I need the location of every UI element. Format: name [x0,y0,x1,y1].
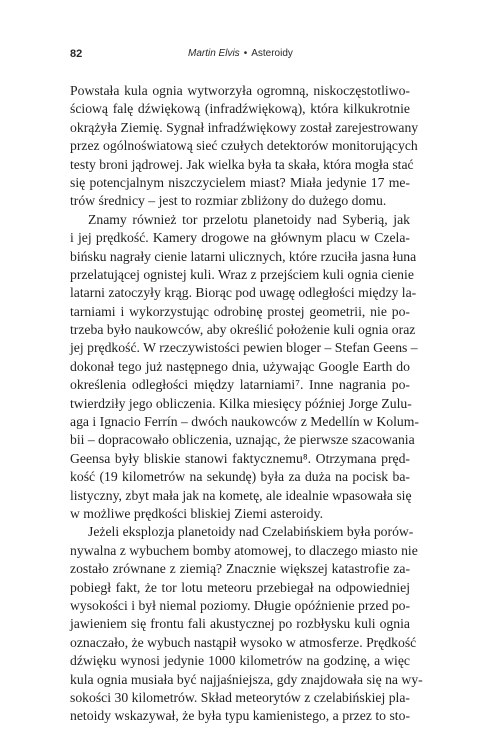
text-line: jawieniem się frontu fali akustycznej po rozbłysku kuli ognia [70,616,410,632]
text-line: dźwięku wynosi jedynie 1000 kilometrów na godzinę, a więc [70,653,410,669]
text-line: bii – dopracowało obliczenia, uznając, że pierwsze szacowania [70,432,415,448]
text-line: wysokości i był niemal poziomy. Długie opóźnienie przed po- [70,597,411,613]
text-line: ściową falę dźwiękową (infradźwiękową), która kilkukrotnie [70,101,410,117]
text-line: przez ogólnoświatową sieć czułych detektorów monitorujących [70,138,418,154]
text-line: bińsku nagrały cienie latarni ulicznych, które rzuciła jasna łuna [70,248,417,264]
text-line: pobiegł fakt, że tor lotu meteoru przebiegał na odpowiedniej [70,579,410,595]
text-line: dokonał tego już następnego dnia, używając Google Earth do [70,358,410,374]
text-line: aga i Ignacio Ferrín – dwóch naukowców z Medellín w Kolum- [70,414,419,430]
text-line: Jeżeli eksplozja planetoidy nad Czelabińskiem była porów- [88,524,414,540]
text-line: Geensa były bliskie stanowi faktycznemu⁸. Otrzymana pręd- [70,450,410,466]
body-text [70,82,423,726]
page-header [70,46,410,62]
text-line: Powstała kula ognia wytworzyła ogromną, niskoczęstotliwo- [70,83,410,98]
paragraph-1 [70,82,419,211]
text-line: netoidy wskazywał, że była typu kamienistego, a przez to sto- [70,708,410,724]
author-name: Martin Elvis [188,48,240,59]
text-line: zostało zrównane z ziemią? Znacznie większej katastrofie za- [70,561,410,577]
text-line: przelatującej ognistej kuli. Wraz z przejściem kuli ognia cienie [70,266,414,282]
text-line: jej prędkość. W rzeczywistości pewien bloger – Stefan Geens – [70,340,418,356]
text-line: i jej prędkość. Kamery drogowe na głównym placu w Czela- [70,230,410,246]
text-line: twierdziły jego obliczenia. Kilka miesięcy później Jorge Zulu- [70,395,412,411]
text-line: się potencjalnym niszczycielem miast? Miała jedynie 17 me- [70,174,410,190]
text-line: listyczny, zbyt mała jak na kometę, ale idealnie wpasowała się [70,487,412,503]
text-line: kość (19 kilometrów na sekundę) była za duża na pocisk ba- [70,469,410,485]
text-line: w możliwe prędkości bliskiej Ziemi asteroidy. [70,505,324,521]
text-line: tarniami i wykorzystując odrobinę prostej geometrii, nie po- [70,303,410,319]
page-number: 82 [70,48,83,60]
book-title: Asteroidy [251,48,293,59]
text-line: sokości 30 kilometrów. Skład meteorytów z czelabińskiej pla- [70,689,410,705]
header-separator: • [243,48,248,59]
text-line: okrążyła Ziemię. Sygnał infradźwiękowy został zarejestrowany [70,119,419,135]
running-head [188,46,293,62]
paragraph-3 [70,523,423,725]
text-line: określenia odległości między latarniami⁷. Inne nagrania po- [70,377,410,393]
text-line: latarni zatoczyły krąg. Biorąc pod uwagę odległości między la- [70,285,417,301]
text-line: trów średnicy – jest to rozmiar zbliżony do dużego domu. [70,193,387,209]
text-line: oznaczało, że wybuch nastąpił wysoko w atmosferze. Prędkość [70,634,417,650]
text-line: testy broni jądrowej. Jak wielka była ta skała, która mogła stać [70,156,414,172]
text-line: nywalna z wybuchem bomby atomowej, to dlaczego miasto nie [70,542,418,558]
text-line: kula ognia musiała być najjaśniejsza, gdy znajdowała się na wy- [70,671,423,687]
text-line: Znamy również tor przelotu planetoidy nad Syberią, jak [88,211,410,227]
paragraph-2 [70,211,419,524]
text-line: trzeba było naukowców, aby określić położenie kuli ognia oraz [70,322,416,338]
